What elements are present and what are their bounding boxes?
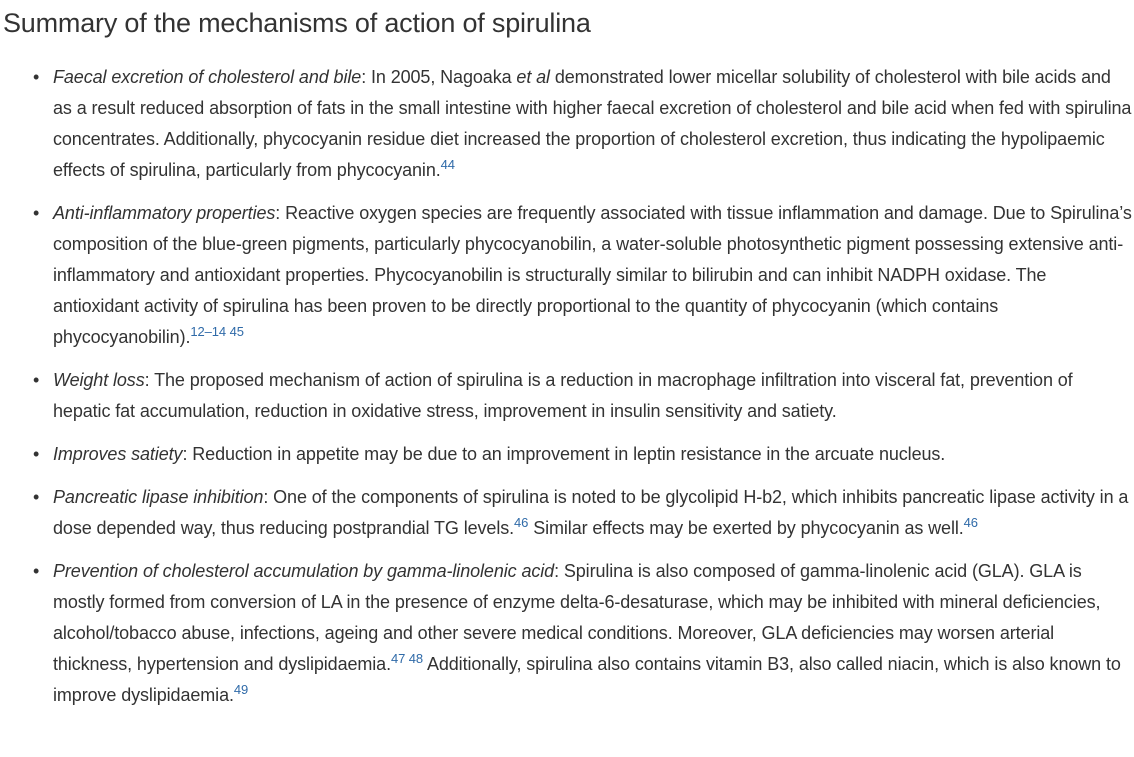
reference-link-49[interactable]: 49 [233, 682, 249, 697]
bullet-icon: • [33, 203, 40, 223]
item-text: : In 2005, Nagoaka [361, 67, 517, 87]
list-item-pancreatic-lipase [33, 482, 1133, 544]
item-term: Anti-inflammatory properties [53, 203, 276, 223]
reference-link-45[interactable]: 45 [229, 324, 244, 339]
item-italic: et al [516, 67, 550, 87]
list-item-faecal-excretion [33, 62, 1133, 186]
item-text: : The proposed mechanism of action of spirulina is a reduction in macrophage infiltration into visceral fat, prevention of hepatic fat accumulation, reduction in oxidative stress, improvement in insulin sensitivity and satiety. [53, 370, 1073, 421]
item-term: Prevention of cholesterol accumulation by gamma-linolenic acid [53, 561, 555, 581]
bullet-icon: • [33, 67, 40, 87]
item-text: : One of the components of spirulina is noted to be glycolipid H-b2, which inhibits pancreatic lipase activity in a dose depended way, thus reducing postprandial TG levels. [53, 487, 1129, 538]
reference-link-46[interactable]: 46 [963, 515, 978, 530]
item-text: demonstrated lower micellar solubility of cholesterol with bile acids and as a result reduced absorption of fats in the small intestine with higher faecal excretion of cholesterol and bile acid when fed with spirulina concentrates. Additionally, phycocyanin residue diet increased the proportion of cholesterol excretion, thus indicating the hypolipaemic effects of spirulina, particularly from phycocyanin. [53, 67, 1132, 180]
bullet-icon: • [33, 487, 40, 507]
list-item-anti-inflammatory [33, 198, 1133, 353]
reference-link-12-14[interactable]: 12–14 [190, 324, 227, 339]
list-item-weight-loss [33, 365, 1133, 427]
reference-link-46[interactable]: 46 [514, 515, 529, 530]
item-text: : Spirulina is also composed of gamma-linolenic acid (GLA). GLA is mostly formed from conversion of LA in the presence of enzyme delta-6-desaturase, which may be inhibited with mineral deficiencies, alcohol/tobacco abuse, infections, ageing and other severe medical conditions. Moreover, GLA deficiencies may worsen arterial thickness, hypertension and dyslipidaemia. [53, 561, 1101, 674]
reference-link-48[interactable]: 48 [408, 651, 424, 666]
bullet-icon: • [33, 370, 40, 390]
item-text: Additionally, spirulina also contains vitamin B3, also called niacin, which is also known to improve dyslipidaemia. [53, 654, 1121, 705]
list-item-improves-satiety [33, 439, 1133, 470]
item-text: : Reduction in appetite may be due to an improvement in leptin resistance in the arcuate nucleus. [182, 444, 946, 464]
reference-link-44[interactable]: 44 [440, 157, 455, 172]
section-title: Summary of the mechanisms of action of spirulina [3, 8, 591, 38]
item-text: Similar effects may be exerted by phycocyanin as well. [528, 518, 964, 538]
item-term: Improves satiety [53, 444, 183, 464]
reference-link-47[interactable]: 47 [391, 651, 406, 666]
bullet-icon: • [33, 561, 40, 581]
mechanisms-list [0, 62, 1133, 723]
list-item-gamma-linolenic-acid [33, 556, 1133, 711]
item-text: : Reactive oxygen species are frequently associated with tissue inflammation and damage. Due to Spirulina’s composition of the blue-green pigments, particularly phycocyanobilin, a water-soluble photosynthetic pigment possessing extensive anti-inflammatory and antioxidant properties. Phycocyanobilin is structurally similar to bilirubin and can inhibit NADPH oxidase. The antioxidant activity of spirulina has been proven to be directly proportional to the quantity of phycocyanin (which contains phycocyanobilin). [53, 203, 1132, 347]
item-term: Pancreatic lipase inhibition [53, 487, 264, 507]
item-term: Weight loss [53, 370, 145, 390]
bullet-icon: • [33, 444, 40, 464]
item-term: Faecal excretion of cholesterol and bile [53, 67, 362, 87]
